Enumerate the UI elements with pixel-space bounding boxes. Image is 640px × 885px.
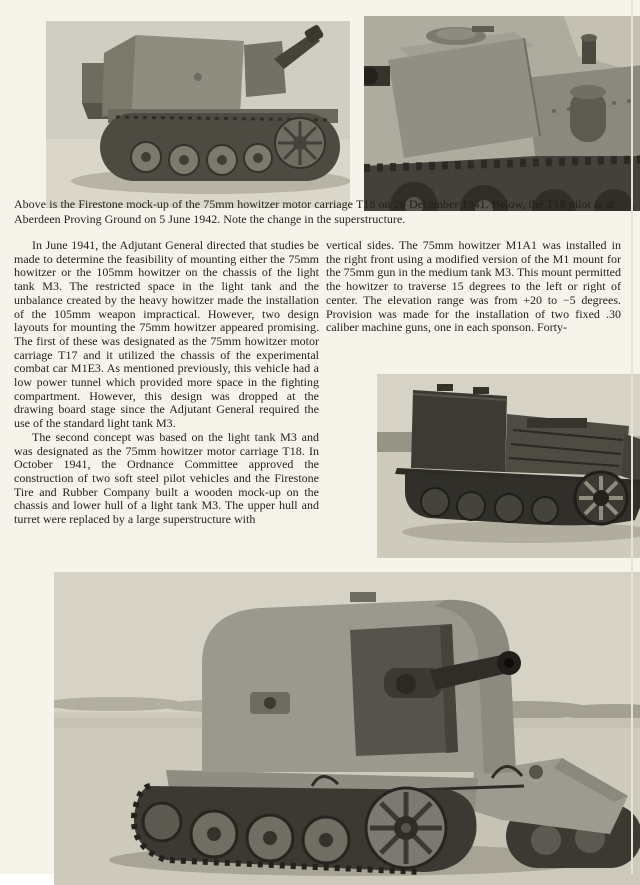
t18-mockup-illustration <box>46 21 350 208</box>
text-column-left <box>14 239 319 527</box>
body-paragraph: The second concept was based on the light tank M3 and was designated as the 75mm howitzer motor carriage T18. In October 1941, the Ordnance Committee approved the construction of two soft steel pilot vehicles and the Firestone Tire and Rubber Company built a wooden mock-up on the chassis and lower hull of a light tank M3. The upper hull and turret were replaced by a large superstructure with <box>14 429 319 527</box>
photo-t18-pilot-closeup <box>364 16 640 211</box>
body-paragraph: In June 1941, the Adjutant General directed that studies be made to determine the feasibility of mounting either the 75mm howitzer or the 105mm howitzer on the chassis of the light tank M3. The restricted space in the light tank and the unbalance created by the heavy howitzer made the installation of the 105mm weapon impractical. However, two design layouts for mounting the 75mm howitzer appeared promising. The first of these was designated as the 75mm howitzer motor carriage T17 and it utilized the chassis of the experimental combat car M1E3. As mentioned previously, this vehicle had a low power tunnel which provided more space in the fighting compartment. However, this design was dropped at the drawing board stage since the Adjutant General required the use of the standard light tank M3. <box>14 238 319 431</box>
t18-rear-illustration <box>377 374 640 558</box>
photo-caption: Above is the Firestone mock-up of the 75mm howitzer motor carriage T18 on 26 December 1941. Below, the T18 pilot is at Aberdeen Proving Ground on 5 June 1942. Note the change in the superstructure. <box>14 197 614 226</box>
t18-front-illustration <box>54 572 640 885</box>
text-column-right <box>326 239 621 335</box>
t18-closeup-illustration <box>364 16 640 211</box>
photo-t18-pilot-front-large <box>54 572 640 885</box>
photo-t18-pilot-rear <box>377 374 640 558</box>
page-edge-line <box>631 0 633 874</box>
photo-t18-firestone-mockup <box>46 21 350 208</box>
body-paragraph: vertical sides. The 75mm howitzer M1A1 was installed in the right front using a modified version of the M1 mount for the 75mm gun in the medium tank M3. This mount permitted the howitzer to traverse 15 degrees to the left or right of center. The elevation range was from +20 to −5 degrees. Provision was made for the installation of two fixed .30 caliber machine guns, one in each sponson. Forty- <box>326 238 621 335</box>
